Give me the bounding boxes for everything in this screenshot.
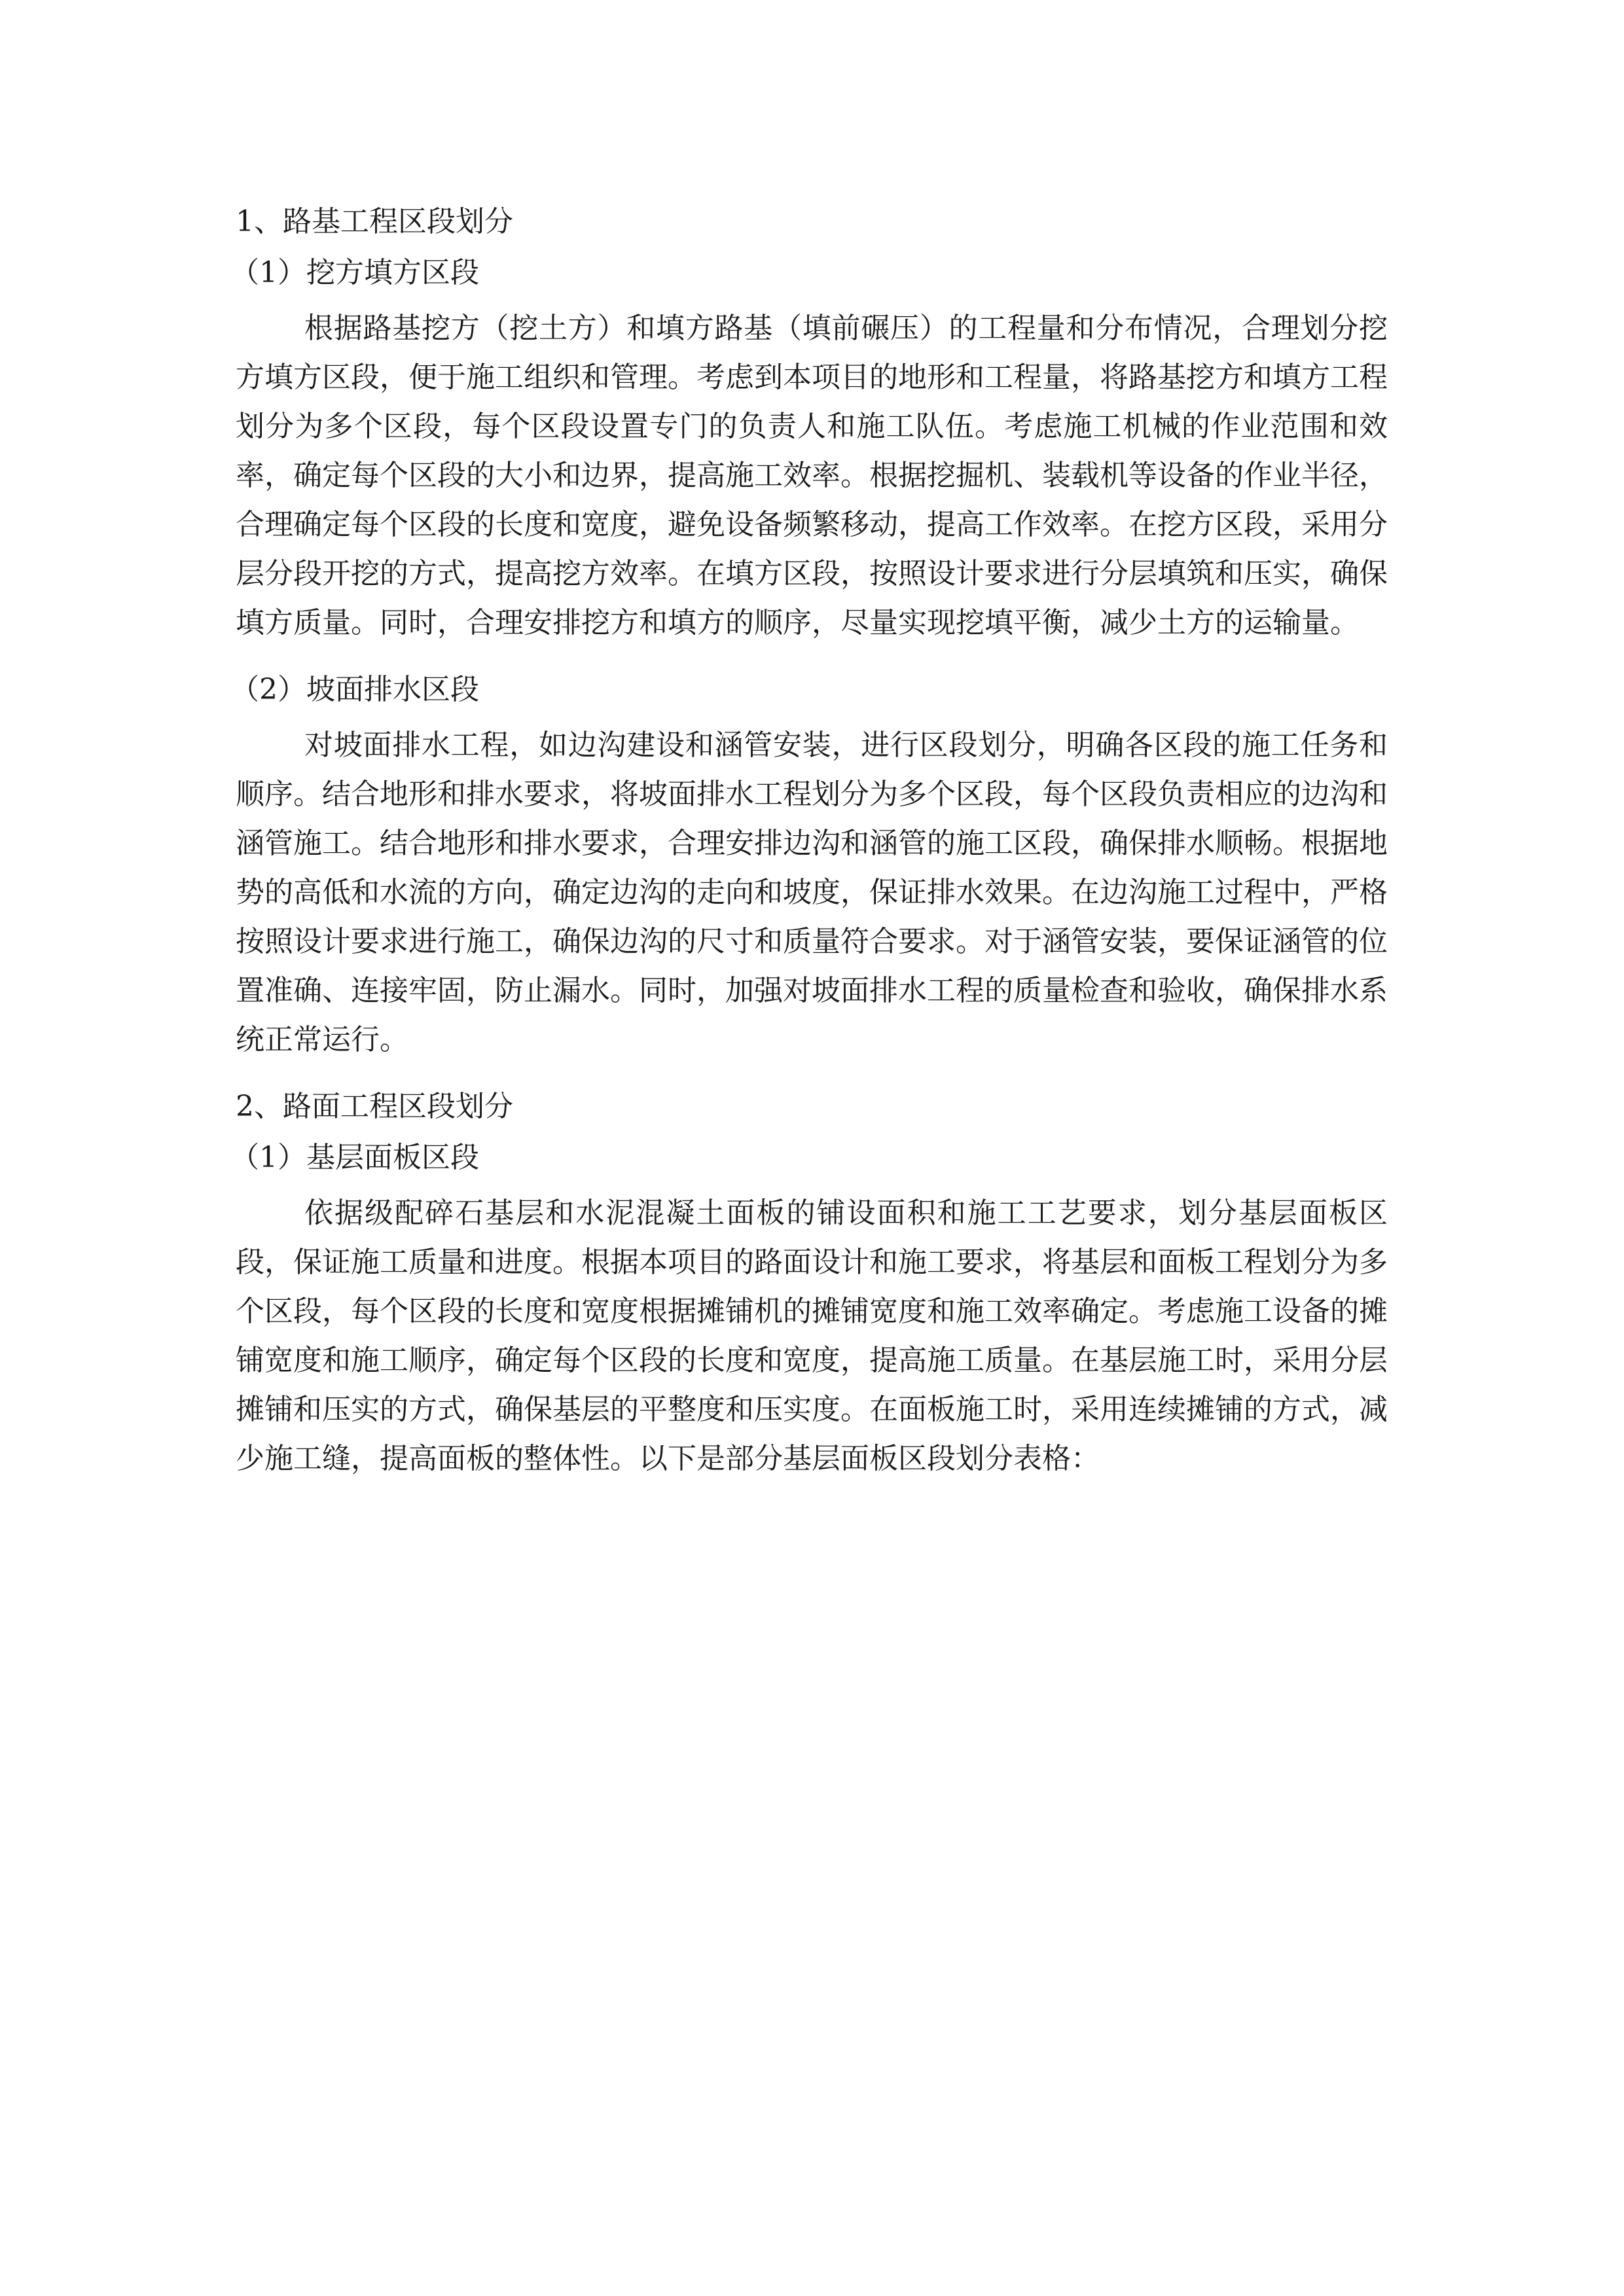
section-1-subsection-1-paragraph: 根据路基挖方（挖土方）和填方路基（填前碾压）的工程量和分布情况，合理划分挖方填方区段，便于施工组织和管理。考虑到本项目的地形和工程量，将路基挖方和填方工程划分为多个区段，每个区段设置专门的负责人和施工队伍。考虑施工机械的作业范围和效率，确定每个区段的大小和边界，提高施工效率。根据挖掘机、装载机等设备的作业半径，合理确定每个区段的长度和宽度，避免设备频繁移动，提高工作效率。在挖方区段，采用分层分段开挖的方式，提高挖方效率。在填方区段，按照设计要求进行分层填筑和压实，确保填方质量。同时，合理安排挖方和填方的顺序，尽量实现挖填平衡，减少土方的运输量。: [236, 312, 1388, 639]
section-1-subsection-2-paragraph: 对坡面排水工程，如边沟建设和涵管安装，进行区段划分，明确各区段的施工任务和顺序。结合地形和排水要求，将坡面排水工程划分为多个区段，每个区段负责相应的边沟和涵管施工。结合地形和排水要求，合理安排边沟和涵管的施工区段，确保排水顺畅。根据地势的高低和水流的方向，确定边沟的走向和坡度，保证排水效果。在边沟施工过程中，严格按照设计要求进行施工，确保边沟的尺寸和质量符合要求。对于涵管安装，要保证涵管的位置准确、连接牢固，防止漏水。同时，加强对坡面排水工程的质量检查和验收，确保排水系统正常运行。: [236, 728, 1388, 1056]
section-1-subsection-2-title: （2）坡面排水区段: [230, 673, 479, 706]
section-2-subsection-1-paragraph: 依据级配碎石基层和水泥混凝土面板的铺设面积和施工工艺要求，划分基层面板区段，保证施工质量和进度。根据本项目的路面设计和施工要求，将基层和面板工程划分为多个区段，每个区段的长度和宽度根据摊铺机的摊铺宽度和施工效率确定。考虑施工设备的摊铺宽度和施工顺序，确定每个区段的长度和宽度，提高施工质量。在基层施工时，采用分层摊铺和压实的方式，确保基层的平整度和压实度。在面板施工时，采用连续摊铺的方式，减少施工缝，提高面板的整体性。以下是部分基层面板区段划分表格：: [236, 1196, 1388, 1475]
document-body: [230, 196, 1388, 1483]
section-1-subsection-1-title: （1）挖方填方区段: [230, 256, 479, 289]
section-2-heading: 2、路面工程区段划分: [236, 1090, 513, 1123]
section-1-heading: 1、路基工程区段划分: [236, 205, 513, 238]
section-2-subsection-1-title: （1）基层面板区段: [230, 1141, 479, 1174]
